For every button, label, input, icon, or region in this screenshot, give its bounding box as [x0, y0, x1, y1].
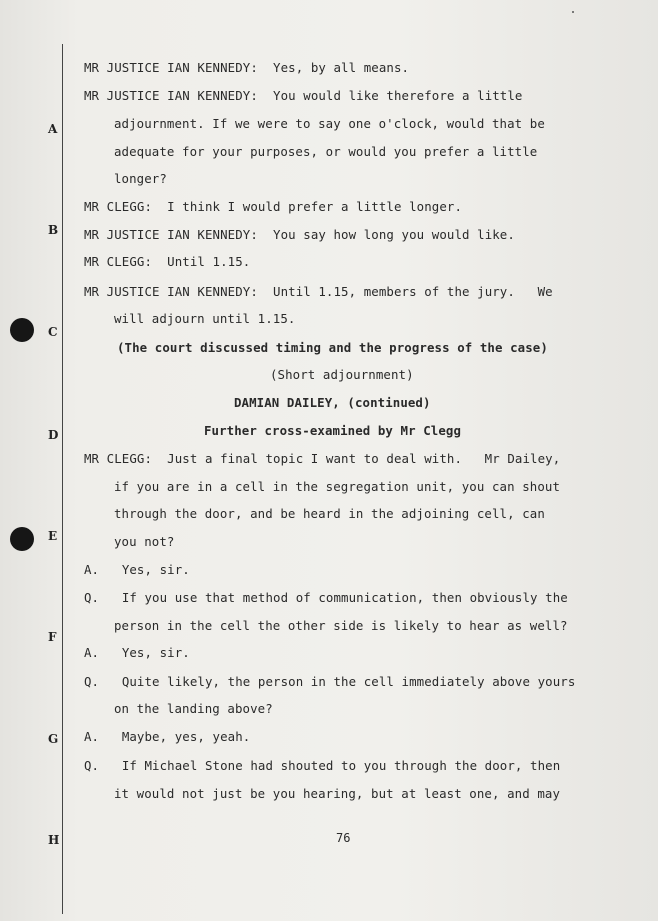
transcript-line: [84, 254, 250, 269]
examination-heading: Further cross-examined by Mr Clegg: [204, 423, 462, 438]
court-note: (The court discussed timing and the progress of the case): [117, 340, 548, 355]
transcript-line: [84, 60, 409, 75]
transcript-line: [84, 451, 560, 466]
transcript-line: [84, 758, 560, 773]
speaker: MR JUSTICE IAN KENNEDY:: [84, 227, 258, 242]
speck: [572, 11, 574, 13]
utterance: Quite likely, the person in the cell immediately above yours: [121, 674, 576, 689]
speaker: MR CLEGG:: [84, 254, 153, 269]
transcript-line: [84, 674, 575, 689]
speaker: A.: [84, 562, 100, 577]
utterance: You would like therefore a little: [273, 88, 523, 103]
utterance: Yes, by all means.: [273, 60, 410, 75]
utterance: Until 1.15.: [167, 254, 251, 269]
utterance: Yes, sir.: [121, 645, 190, 660]
margin-letter-d: D: [48, 428, 59, 442]
utterance: Just a final topic I want to deal with. Mr Dailey,: [167, 451, 561, 466]
transcript-line: through the door, and be heard in the adjoining cell, can: [114, 506, 545, 521]
speaker: A.: [84, 645, 100, 660]
speaker: Q.: [84, 590, 100, 605]
margin-letter-b: B: [48, 223, 59, 237]
transcript-line: [84, 199, 462, 214]
speaker: MR JUSTICE IAN KENNEDY:: [84, 284, 258, 299]
transcript-line: [84, 88, 523, 103]
utterance: Yes, sir.: [121, 562, 190, 577]
punch-hole: [10, 527, 34, 551]
transcript-line: adjournment. If we were to say one o'clock, would that be: [114, 116, 545, 131]
speaker: Q.: [84, 758, 100, 773]
transcript-line: on the landing above?: [114, 701, 273, 716]
margin-rule: [62, 44, 63, 914]
utterance: I think I would prefer a little longer.: [167, 199, 463, 214]
transcript-line: [84, 590, 568, 605]
transcript-line: [84, 284, 553, 299]
transcript-line: [84, 645, 190, 660]
utterance: Until 1.15, members of the jury. We: [273, 284, 553, 299]
speaker: MR JUSTICE IAN KENNEDY:: [84, 88, 258, 103]
transcript-line: longer?: [114, 171, 167, 186]
page-number: 76: [336, 831, 351, 845]
transcript-line: [84, 562, 190, 577]
punch-hole: [10, 318, 34, 342]
utterance: You say how long you would like.: [273, 227, 515, 242]
margin-letter-h: H: [48, 833, 60, 847]
speaker: MR CLEGG:: [84, 451, 153, 466]
transcript-line: if you are in a cell in the segregation unit, you can shout: [114, 479, 561, 494]
margin-letter-f: F: [48, 630, 57, 644]
transcript-line: will adjourn until 1.15.: [114, 311, 296, 326]
adjournment-note: (Short adjournment): [270, 367, 414, 382]
speaker: MR JUSTICE IAN KENNEDY:: [84, 60, 258, 75]
transcript-line: adequate for your purposes, or would you prefer a little: [114, 144, 538, 159]
margin-letter-g: G: [48, 732, 59, 746]
speaker: Q.: [84, 674, 100, 689]
speaker: A.: [84, 729, 100, 744]
utterance: Maybe, yes, yeah.: [121, 729, 251, 744]
margin-letter-c: C: [48, 325, 58, 339]
margin-letter-e: E: [48, 529, 58, 543]
utterance: If you use that method of communication, then obviously the: [121, 590, 568, 605]
transcript-line: [84, 227, 515, 242]
witness-heading: DAMIAN DAILEY, (continued): [234, 395, 431, 410]
transcript-line: person in the cell the other side is likely to hear as well?: [114, 618, 568, 633]
utterance: If Michael Stone had shouted to you through the door, then: [121, 758, 561, 773]
transcript-line: you not?: [114, 534, 175, 549]
transcript-line: [84, 729, 250, 744]
transcript-line: it would not just be you hearing, but at least one, and may: [114, 786, 561, 801]
speaker: MR CLEGG:: [84, 199, 153, 214]
margin-letter-a: A: [48, 122, 58, 136]
